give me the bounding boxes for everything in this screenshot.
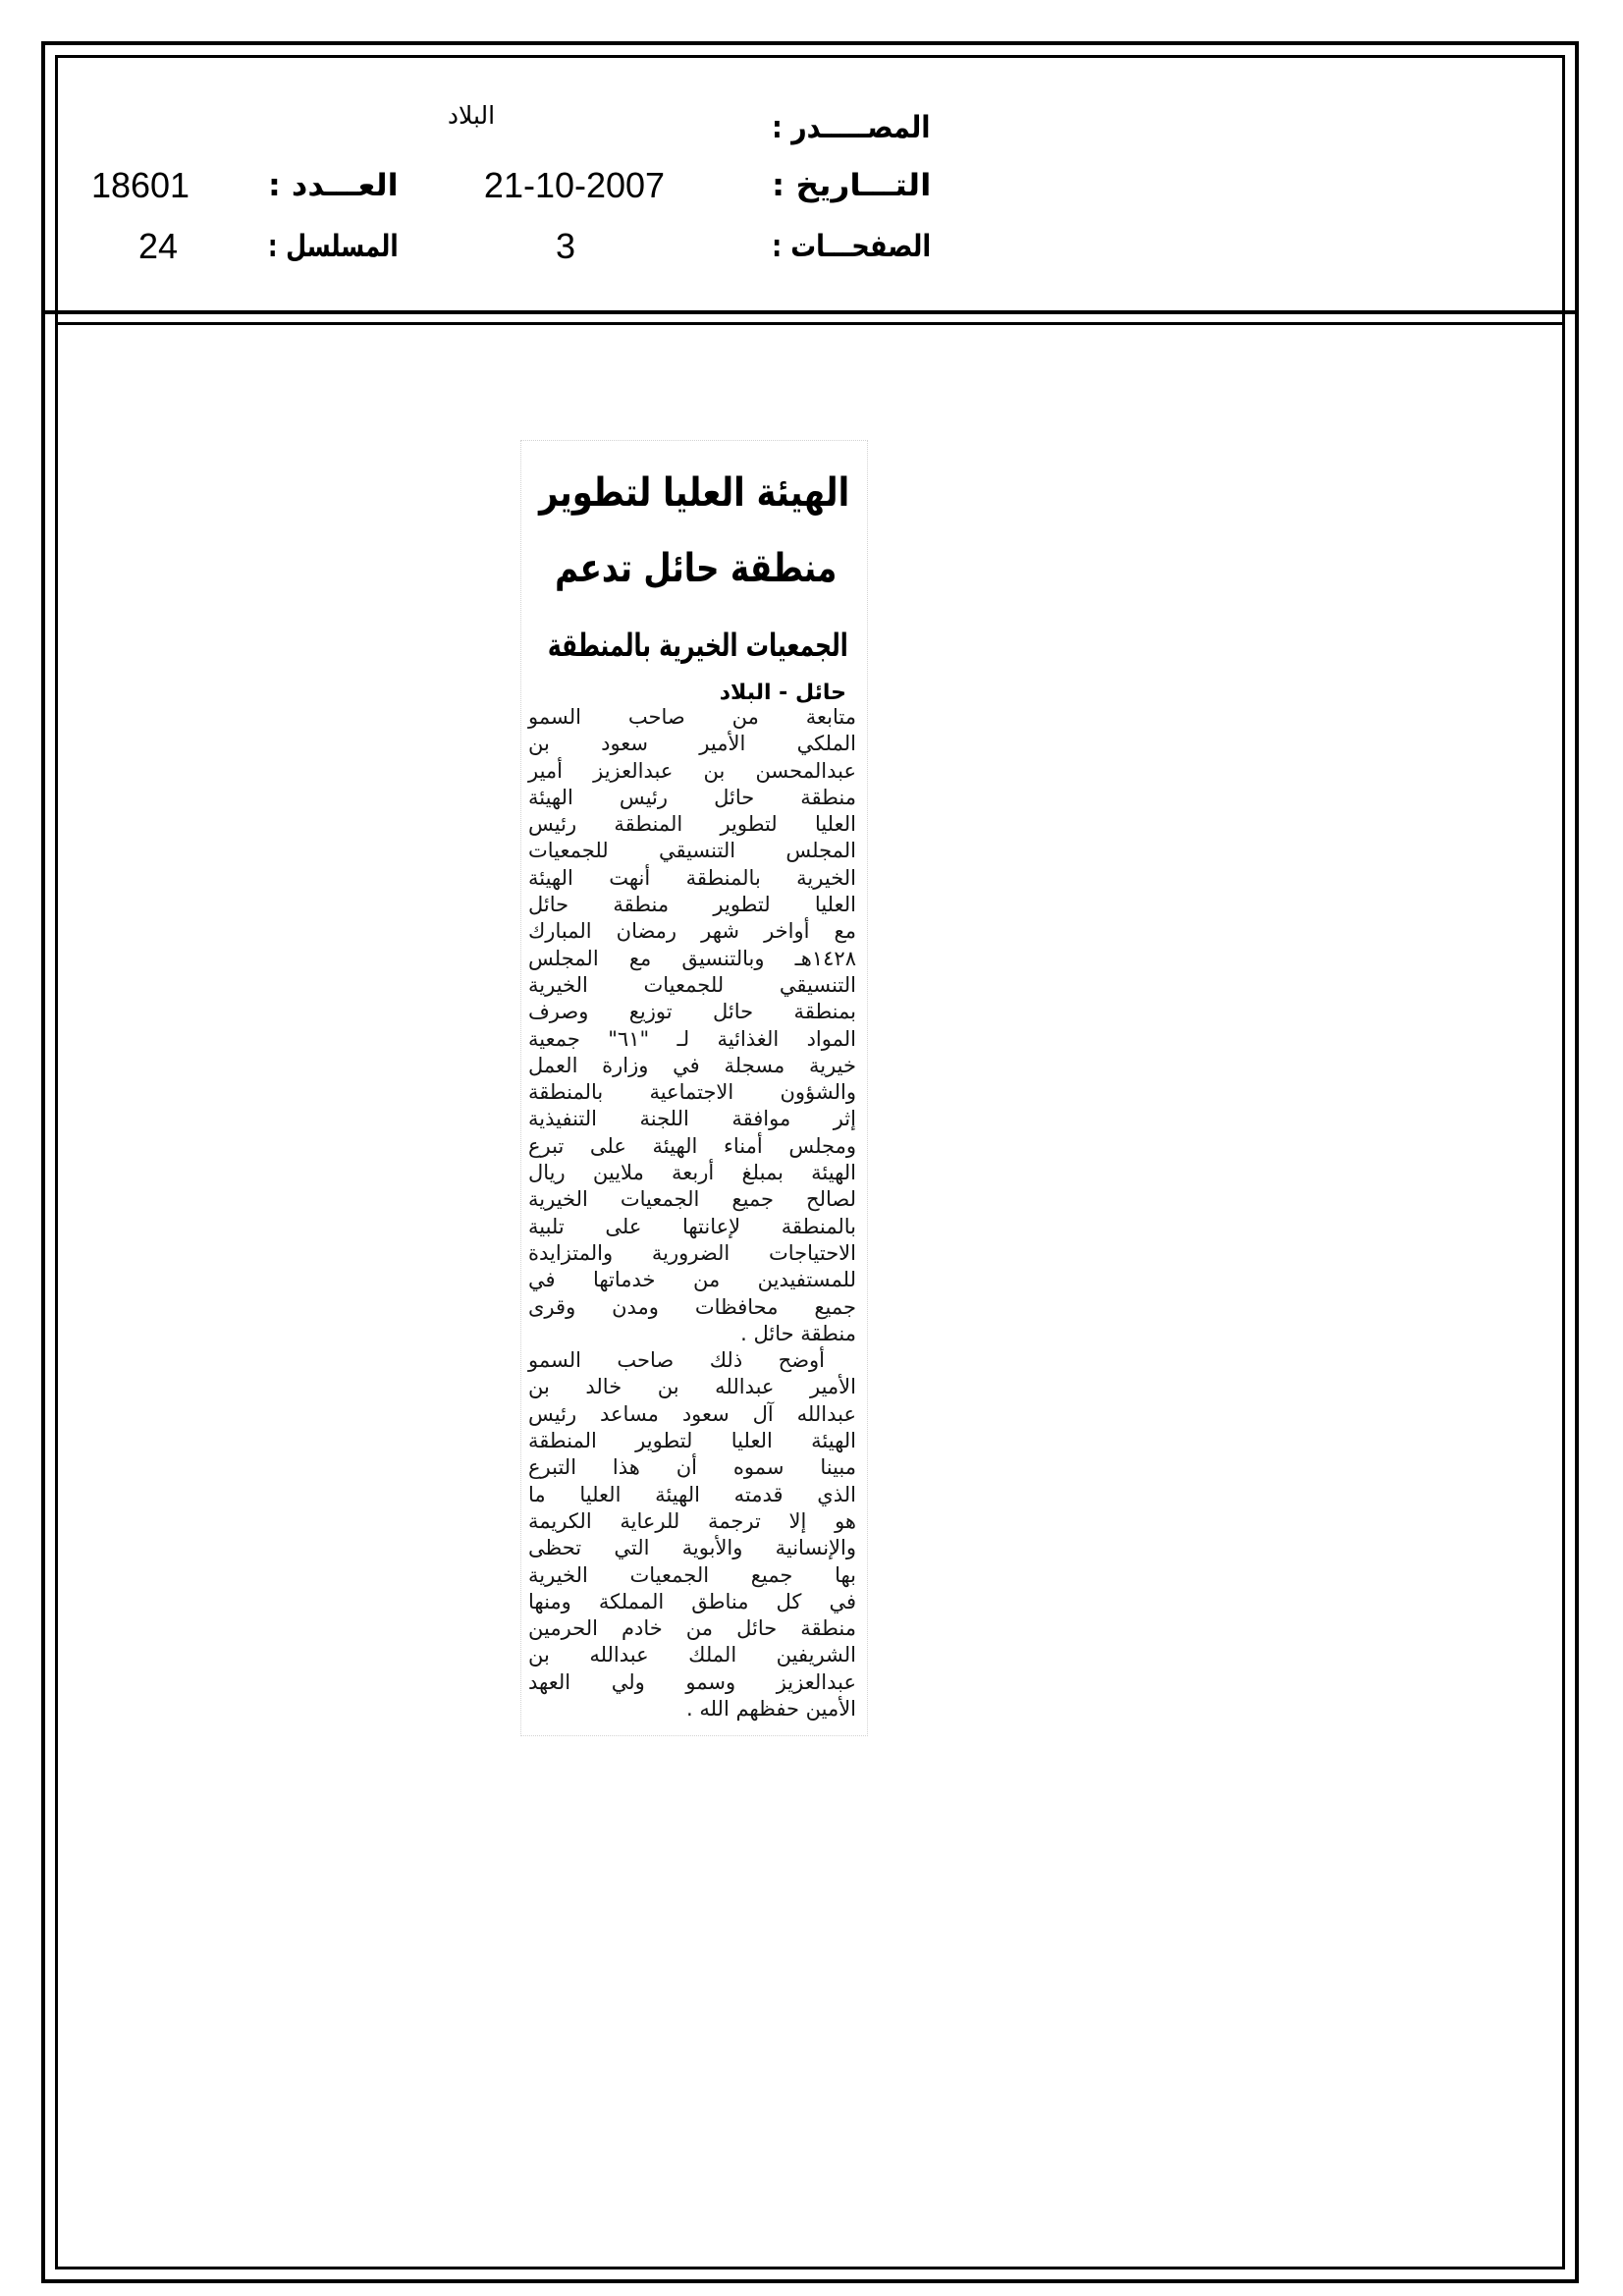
- body-line: مبينا سموه أن هذا التبرع: [528, 1455, 856, 1480]
- headline-line-2: منطقة حائل تدعم: [554, 546, 837, 591]
- body-line: عبدالله آل سعود مساعد رئيس: [528, 1401, 856, 1426]
- body-line: الهيئة بمبلغ أربعة ملايين ريال: [528, 1161, 856, 1185]
- article-body: [528, 704, 856, 1722]
- body-line: التنسيقي للجمعيات الخيرية: [528, 972, 856, 997]
- issue-label-cell: [268, 164, 399, 207]
- article-paragraph: [528, 1347, 856, 1722]
- body-line: هو إلا ترجمة للرعاية الكريمة: [528, 1508, 856, 1533]
- date-label-cell: [772, 164, 931, 207]
- body-line: بمنطقة حائل توزيع وصرف: [528, 1000, 856, 1024]
- body-line: الاحتياجات الضرورية والمتزايدة: [528, 1240, 856, 1265]
- body-line: الملكي الأمير سعود بن: [528, 732, 856, 756]
- body-line: منطقة حائل رئيس الهيئة: [528, 785, 856, 809]
- body-line: العليا لتطوير منطقة حائل: [528, 893, 856, 917]
- header-divider-thick: [41, 310, 1579, 314]
- body-line: أوضح ذلك صاحب السمو: [528, 1348, 825, 1373]
- date-value: 21-10-2007: [483, 165, 666, 205]
- body-line: الهيئة العليا لتطوير المنطقة: [528, 1429, 856, 1453]
- headline-line-3: الجمعيات الخيرية بالمنطقة: [548, 627, 848, 664]
- source-label-cell: [772, 106, 931, 149]
- body-line: الأمير عبدالله بن خالد بن: [528, 1375, 856, 1399]
- body-line: عبدالعزيز وسمو ولي العهد: [528, 1669, 856, 1694]
- headline-line-3-box: [548, 624, 848, 667]
- body-line: للمستفيدين من خدماتها في: [528, 1268, 856, 1292]
- body-line: الشريفين الملك عبدالله بن: [528, 1643, 856, 1667]
- body-line: في كل مناطق المملكة ومنها: [528, 1589, 856, 1613]
- headline-line-1: الهيئة العليا لتطوير: [538, 470, 849, 516]
- body-line: خيرية مسجلة في وزارة العمل: [528, 1053, 856, 1077]
- serial-label: المسلسل :: [268, 229, 399, 264]
- body-line: الذي قدمته الهيئة العليا ما: [528, 1482, 856, 1506]
- body-line: عبدالمحسن بن عبدالعزيز أمير: [528, 758, 856, 783]
- body-line: الخيرية بالمنطقة أنهت الهيئة: [528, 865, 856, 890]
- issue-number: 18601: [90, 165, 190, 205]
- article-paragraph: [528, 704, 856, 1347]
- body-line: بالمنطقة لإعانتها على تلبية: [528, 1214, 856, 1238]
- body-line: والشؤون الاجتماعية بالمنطقة: [528, 1080, 856, 1105]
- body-line: العليا لتطوير المنطقة رئيس: [528, 812, 856, 837]
- body-line: ١٤٢٨هـ وبالتنسيق مع المجلس: [528, 946, 856, 970]
- serial-number: 24: [137, 226, 179, 266]
- body-line: الأمين حفظهم الله .: [685, 1696, 856, 1721]
- source-value: البلاد: [447, 101, 496, 130]
- body-line: ومجلس أمناء الهيئة على تبرع: [528, 1133, 856, 1158]
- body-line: بها جميع الجمعيات الخيرية: [528, 1562, 856, 1587]
- body-line: المجلس التنسيقي للجمعيات: [528, 839, 856, 863]
- body-line: منطقة حائل .: [740, 1321, 856, 1345]
- body-line: إثر موافقة اللجنة التنفيذية: [528, 1107, 856, 1131]
- article-byline: حائل - البلاد: [719, 681, 846, 705]
- serial-label-cell: [268, 225, 399, 268]
- issue-label: العـــدد :: [268, 168, 399, 203]
- body-line: منطقة حائل من خادم الحرمين: [528, 1616, 856, 1641]
- source-label: المصـــــدر :: [772, 110, 931, 145]
- headline-line-1-box: [539, 467, 849, 519]
- body-line: مع أواخر شهر رمضان المبارك: [528, 919, 856, 944]
- date-label: التـــاريخ :: [771, 168, 931, 203]
- body-line: متابعة من صاحب السمو: [528, 705, 856, 729]
- body-line: لصالح جميع الجمعيات الخيرية: [528, 1187, 856, 1212]
- headline-line-2-box: [555, 543, 837, 594]
- body-line: المواد الغذائية لـ "٦١" جمعية: [528, 1026, 856, 1051]
- pages-label-cell: [772, 225, 931, 268]
- body-line: والإنسانية والأبوية التي تحظى: [528, 1536, 856, 1560]
- pages-value: 3: [555, 226, 576, 266]
- body-line: جميع محافظات ومدن وقرى: [528, 1294, 856, 1319]
- pages-label: الصفحـــات :: [771, 229, 931, 264]
- header-divider-thin: [55, 322, 1565, 325]
